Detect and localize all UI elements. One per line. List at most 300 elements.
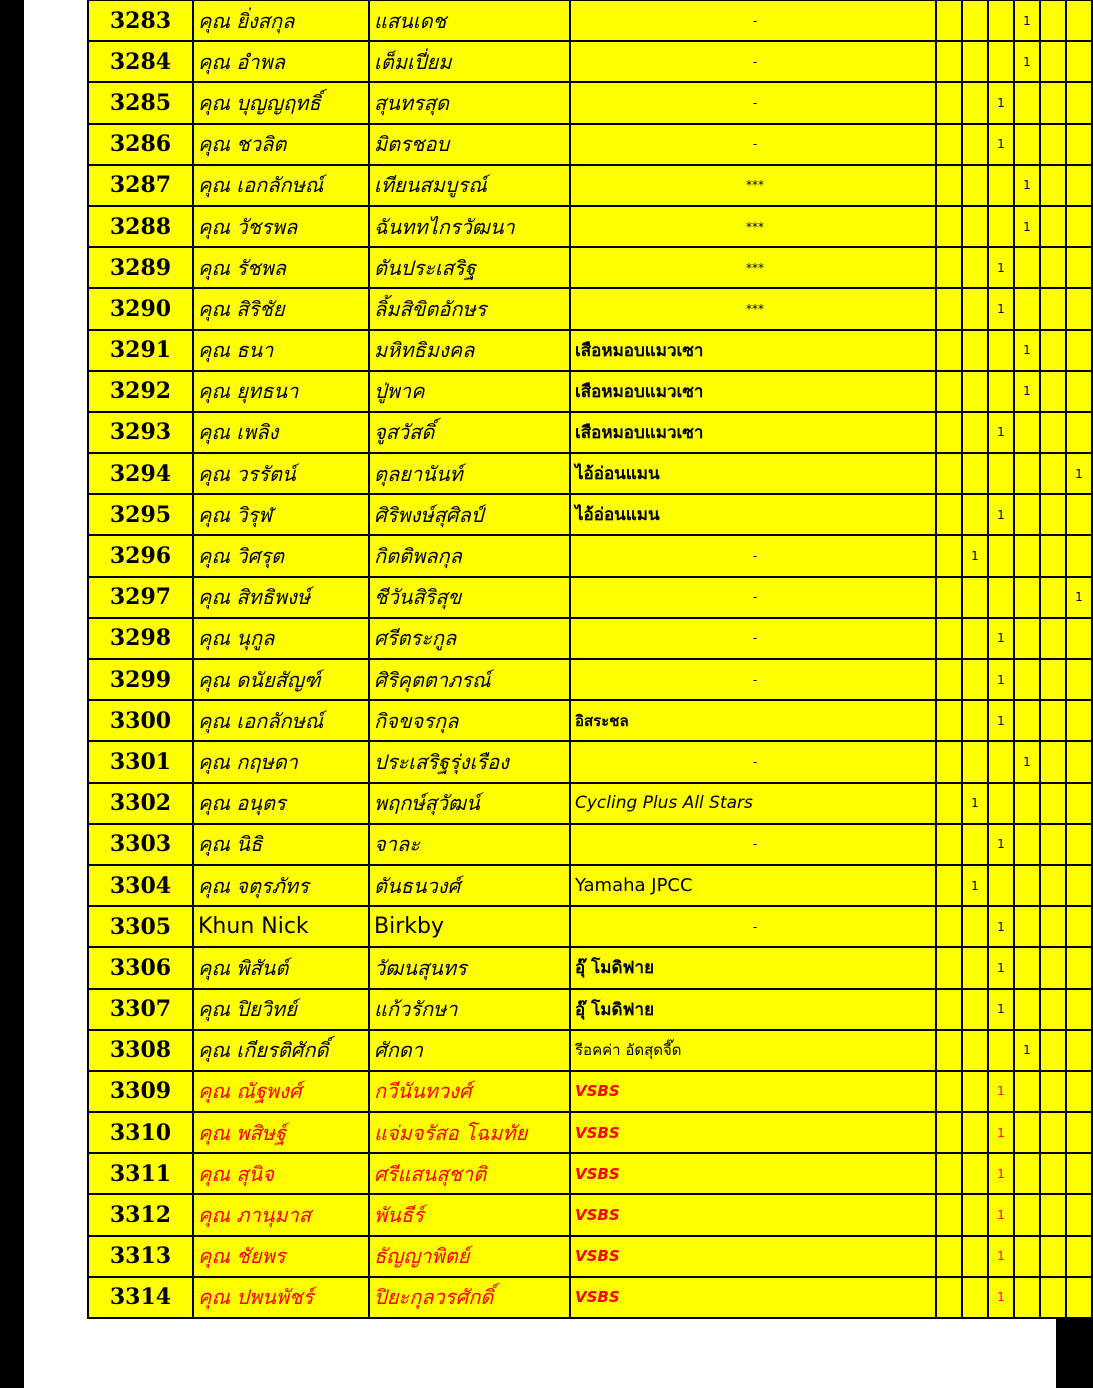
last-name: แสนเดช [369,0,570,41]
category-cell-empty [936,865,962,906]
table-row [88,783,1092,824]
category-cell-empty [1040,865,1066,906]
team-name: อุ๊ โมดิฟาย [570,947,936,988]
table-row [88,1112,1092,1153]
last-name: กวีนันทวงศ์ [369,1071,570,1112]
last-name: ปิยะกุลวรศักดิ์ [369,1277,570,1318]
first-name: คุณ สิริชัย [193,288,369,329]
last-name: ปู่พาค [369,371,570,412]
category-cell-empty [988,1030,1014,1071]
last-name: ชีวันสิริสุข [369,577,570,618]
category-cell-empty [1040,618,1066,659]
bib-number: 3308 [88,1030,193,1071]
category-cell-empty [1066,783,1092,824]
bib-number: 3290 [88,288,193,329]
table-row [88,165,1092,206]
first-name: Khun Nick [193,906,369,947]
category-cell-empty [1066,1071,1092,1112]
table-row [88,1236,1092,1277]
bib-number: 3304 [88,865,193,906]
bib-number: 3312 [88,1194,193,1235]
category-cell-empty [1040,783,1066,824]
category-cell-empty [962,659,988,700]
last-name: ประเสริฐรุ่งเรือง [369,741,570,782]
team-name: เสือหมอบแมวเซา [570,412,936,453]
first-name: คุณ นุกูล [193,618,369,659]
category-cell-empty [1014,124,1040,165]
table-row [88,124,1092,165]
category-cell-empty [1066,371,1092,412]
category-cell-empty [936,741,962,782]
bib-number: 3300 [88,700,193,741]
category-cell-empty [936,247,962,288]
first-name: คุณ จตุรภัทร [193,865,369,906]
last-name: แจ่มจรัสอ โฉมทัย [369,1112,570,1153]
category-cell-empty [1040,247,1066,288]
category-cell-empty [936,700,962,741]
first-name: คุณ ชวลิต [193,124,369,165]
category-cell-empty [1014,453,1040,494]
category-cell-empty [1040,330,1066,371]
first-name: คุณ ชัยพร [193,1236,369,1277]
category-mark: 1 [988,494,1014,535]
category-mark: 1 [988,618,1014,659]
category-mark: 1 [988,1236,1014,1277]
last-name: จูสวัสดิ์ [369,412,570,453]
table-row [88,0,1092,41]
first-name: คุณ วิรุฬ [193,494,369,535]
category-cell-empty [936,165,962,206]
last-name: ศรีตระกูล [369,618,570,659]
category-cell-empty [1014,288,1040,329]
team-name: - [570,618,936,659]
category-cell-empty [1014,1112,1040,1153]
category-cell-empty [1066,288,1092,329]
category-cell-empty [1040,1071,1066,1112]
category-cell-empty [962,494,988,535]
first-name: คุณ พสิษฐ์ [193,1112,369,1153]
bib-number: 3299 [88,659,193,700]
team-name: อุ๊ โมดิฟาย [570,989,936,1030]
bib-number: 3293 [88,412,193,453]
team-name: เสือหมอบแมวเซา [570,330,936,371]
category-cell-empty [962,165,988,206]
team-name: VSBS [570,1194,936,1235]
last-name: ตุลยานันท์ [369,453,570,494]
first-name: คุณ บุญญฤทธิ์ [193,82,369,123]
category-mark: 1 [962,535,988,576]
category-cell-empty [1014,1071,1040,1112]
bib-number: 3310 [88,1112,193,1153]
category-cell-empty [962,247,988,288]
category-cell-empty [1066,1194,1092,1235]
category-mark: 1 [988,412,1014,453]
table-row [88,494,1092,535]
category-cell-empty [1040,1277,1066,1318]
category-mark: 1 [988,1153,1014,1194]
last-name: ตันประเสริฐ [369,247,570,288]
category-cell-empty [1040,659,1066,700]
first-name: คุณ เพลิง [193,412,369,453]
team-name: VSBS [570,1153,936,1194]
category-cell-empty [1066,906,1092,947]
category-cell-empty [1066,535,1092,576]
first-name: คุณ สิทธิพงษ์ [193,577,369,618]
category-mark: 1 [1014,1030,1040,1071]
category-cell-empty [1040,535,1066,576]
category-cell-empty [1014,618,1040,659]
category-cell-empty [1066,82,1092,123]
category-mark: 1 [988,906,1014,947]
team-name: *** [570,288,936,329]
table-row [88,1277,1092,1318]
category-cell-empty [962,1194,988,1235]
category-cell-empty [1014,412,1040,453]
category-cell-empty [1014,700,1040,741]
table-row [88,824,1092,865]
category-cell-empty [936,41,962,82]
first-name: คุณ ธนา [193,330,369,371]
category-cell-empty [1066,330,1092,371]
first-name: คุณ ปิยวิทย์ [193,989,369,1030]
team-name: VSBS [570,1236,936,1277]
bib-number: 3283 [88,0,193,41]
category-cell-empty [1014,494,1040,535]
last-name: กิตติพลกุล [369,535,570,576]
category-cell-empty [936,494,962,535]
first-name: คุณ วิศรุต [193,535,369,576]
first-name: คุณ เอกลักษณ์ [193,165,369,206]
category-cell-empty [936,989,962,1030]
team-name: - [570,741,936,782]
bib-number: 3292 [88,371,193,412]
category-mark: 1 [1066,453,1092,494]
category-cell-empty [1040,577,1066,618]
category-cell-empty [936,618,962,659]
bib-number: 3297 [88,577,193,618]
category-cell-empty [936,82,962,123]
document-page [24,0,1083,1388]
team-name: - [570,82,936,123]
category-cell-empty [1040,1153,1066,1194]
category-cell-empty [988,0,1014,41]
category-cell-empty [1014,1277,1040,1318]
last-name: ตันธนวงศ์ [369,865,570,906]
category-cell-empty [988,577,1014,618]
category-cell-empty [1066,206,1092,247]
category-cell-empty [1014,577,1040,618]
category-cell-empty [936,0,962,41]
table-row [88,700,1092,741]
table-row [88,947,1092,988]
category-cell-empty [936,1112,962,1153]
bib-number: 3302 [88,783,193,824]
category-mark: 1 [988,659,1014,700]
category-cell-empty [962,453,988,494]
category-cell-empty [1066,1277,1092,1318]
category-cell-empty [962,1112,988,1153]
team-name: - [570,124,936,165]
category-mark: 1 [988,247,1014,288]
category-cell-empty [962,1236,988,1277]
first-name: คุณ ดนัยสัญฑ์ [193,659,369,700]
category-cell-empty [1040,412,1066,453]
last-name: ลิ้มสิขิตอักษร [369,288,570,329]
first-name: คุณ พิสันต์ [193,947,369,988]
category-cell-empty [988,206,1014,247]
category-mark: 1 [988,82,1014,123]
table-row [88,412,1092,453]
team-name: *** [570,206,936,247]
team-name: ไอ้อ่อนแมน [570,494,936,535]
category-mark: 1 [988,1277,1014,1318]
category-cell-empty [962,124,988,165]
category-cell-empty [1066,1153,1092,1194]
category-cell-empty [1040,1112,1066,1153]
last-name: ศิริพงษ์สุศิลป์ [369,494,570,535]
category-cell-empty [936,371,962,412]
category-cell-empty [1066,124,1092,165]
category-cell-empty [936,659,962,700]
team-name: - [570,535,936,576]
category-cell-empty [962,577,988,618]
category-mark: 1 [1014,371,1040,412]
category-mark: 1 [962,865,988,906]
last-name: Birkby [369,906,570,947]
bib-number: 3303 [88,824,193,865]
category-cell-empty [936,535,962,576]
category-cell-empty [962,618,988,659]
team-name: Yamaha JPCC [570,865,936,906]
category-cell-empty [1014,82,1040,123]
category-cell-empty [1014,783,1040,824]
category-cell-empty [962,947,988,988]
category-cell-empty [1014,1194,1040,1235]
team-name: รีอคค่า อัดสุดจี๊ด [570,1030,936,1071]
category-cell-empty [1040,371,1066,412]
bib-number: 3294 [88,453,193,494]
first-name: คุณ เกียรติศักดิ์ [193,1030,369,1071]
first-name: คุณ วัชรพล [193,206,369,247]
category-cell-empty [1014,535,1040,576]
bib-number: 3306 [88,947,193,988]
category-cell-empty [1040,824,1066,865]
category-cell-empty [936,783,962,824]
category-cell-empty [1066,659,1092,700]
category-cell-empty [936,412,962,453]
category-mark: 1 [988,700,1014,741]
category-cell-empty [1066,947,1092,988]
first-name: คุณ อนุตร [193,783,369,824]
first-name: คุณ อำพล [193,41,369,82]
bib-number: 3285 [88,82,193,123]
category-cell-empty [1014,247,1040,288]
category-cell-empty [962,824,988,865]
table-row [88,330,1092,371]
bib-number: 3288 [88,206,193,247]
category-cell-empty [1066,618,1092,659]
category-mark: 1 [1014,41,1040,82]
bib-number: 3307 [88,989,193,1030]
category-cell-empty [1040,0,1066,41]
category-cell-empty [962,700,988,741]
last-name: วัฒนสุนทร [369,947,570,988]
category-mark: 1 [988,947,1014,988]
team-name: - [570,824,936,865]
category-mark: 1 [1014,165,1040,206]
category-cell-empty [936,1071,962,1112]
category-cell-empty [988,865,1014,906]
category-cell-empty [1014,989,1040,1030]
category-mark: 1 [1066,577,1092,618]
last-name: กิจขจรกุล [369,700,570,741]
team-name: - [570,906,936,947]
category-cell-empty [1066,1112,1092,1153]
category-cell-empty [1066,865,1092,906]
category-cell-empty [1014,947,1040,988]
last-name: สุนทรสุด [369,82,570,123]
category-cell-empty [936,1277,962,1318]
category-cell-empty [1066,494,1092,535]
category-mark: 1 [1014,206,1040,247]
category-cell-empty [1066,412,1092,453]
category-cell-empty [1066,247,1092,288]
team-name: - [570,0,936,41]
category-cell-empty [1066,1236,1092,1277]
category-mark: 1 [988,1112,1014,1153]
team-name: อิสระชล [570,700,936,741]
category-cell-empty [936,577,962,618]
table-row [88,1030,1092,1071]
category-cell-empty [1014,865,1040,906]
table-row [88,906,1092,947]
category-mark: 1 [1014,0,1040,41]
bib-number: 3291 [88,330,193,371]
category-cell-empty [936,947,962,988]
category-cell-empty [1066,700,1092,741]
last-name: เทียนสมบูรณ์ [369,165,570,206]
category-cell-empty [962,206,988,247]
category-mark: 1 [962,783,988,824]
first-name: คุณ ปพนพัชร์ [193,1277,369,1318]
team-name: ไอ้อ่อนแมน [570,453,936,494]
last-name: มิตรชอบ [369,124,570,165]
category-cell-empty [936,906,962,947]
team-name: Cycling Plus All Stars [570,783,936,824]
category-cell-empty [962,1277,988,1318]
last-name: ศรีแสนสุชาติ [369,1153,570,1194]
bib-number: 3287 [88,165,193,206]
first-name: คุณ ภานุมาส [193,1194,369,1235]
category-cell-empty [1040,82,1066,123]
table-row [88,371,1092,412]
category-cell-empty [988,453,1014,494]
team-name: VSBS [570,1112,936,1153]
category-cell-empty [936,453,962,494]
category-cell-empty [1040,989,1066,1030]
category-mark: 1 [988,989,1014,1030]
last-name: พฤกษ์สุวัฒน์ [369,783,570,824]
category-cell-empty [936,824,962,865]
category-cell-empty [1040,1030,1066,1071]
category-cell-empty [1066,741,1092,782]
category-cell-empty [962,371,988,412]
team-name: VSBS [570,1277,936,1318]
category-cell-empty [962,1071,988,1112]
category-cell-empty [1014,906,1040,947]
last-name: พันธีร์ [369,1194,570,1235]
table-row [88,535,1092,576]
category-mark: 1 [1014,741,1040,782]
category-cell-empty [1066,165,1092,206]
category-cell-empty [1040,124,1066,165]
first-name: คุณ สุนิจ [193,1153,369,1194]
category-cell-empty [988,371,1014,412]
category-cell-empty [1040,947,1066,988]
table-row [88,1194,1092,1235]
bib-number: 3311 [88,1153,193,1194]
first-name: คุณ นิธิ [193,824,369,865]
category-cell-empty [1014,1153,1040,1194]
last-name: เต็มเปี่ยม [369,41,570,82]
table-row [88,288,1092,329]
category-cell-empty [1040,165,1066,206]
bib-number: 3286 [88,124,193,165]
team-name: VSBS [570,1071,936,1112]
category-cell-empty [1040,1194,1066,1235]
last-name: มหิทธิมงคล [369,330,570,371]
last-name: ศิริคุตตาภรณ์ [369,659,570,700]
table-row [88,453,1092,494]
table-row [88,1153,1092,1194]
category-cell-empty [1014,1236,1040,1277]
category-cell-empty [1040,741,1066,782]
last-name: แก้วรักษา [369,989,570,1030]
category-cell-empty [962,412,988,453]
category-cell-empty [1014,824,1040,865]
category-cell-empty [1014,659,1040,700]
last-name: ฉันททไกรวัฒนา [369,206,570,247]
table-row [88,82,1092,123]
category-cell-empty [936,330,962,371]
table-row [88,41,1092,82]
category-cell-empty [1040,1236,1066,1277]
bib-number: 3305 [88,906,193,947]
team-name: *** [570,165,936,206]
category-cell-empty [988,783,1014,824]
category-cell-empty [1040,41,1066,82]
last-name: จาละ [369,824,570,865]
category-cell-empty [962,906,988,947]
category-cell-empty [988,165,1014,206]
bib-number: 3314 [88,1277,193,1318]
bib-number: 3284 [88,41,193,82]
category-cell-empty [1066,41,1092,82]
category-mark: 1 [1014,330,1040,371]
last-name: ธัญญาพิตย์ [369,1236,570,1277]
category-cell-empty [962,0,988,41]
category-cell-empty [988,535,1014,576]
category-cell-empty [962,330,988,371]
category-cell-empty [1040,906,1066,947]
bib-number: 3301 [88,741,193,782]
category-cell-empty [1040,453,1066,494]
category-cell-empty [988,330,1014,371]
team-name: *** [570,247,936,288]
category-cell-empty [1066,0,1092,41]
bib-number: 3313 [88,1236,193,1277]
category-cell-empty [1040,700,1066,741]
